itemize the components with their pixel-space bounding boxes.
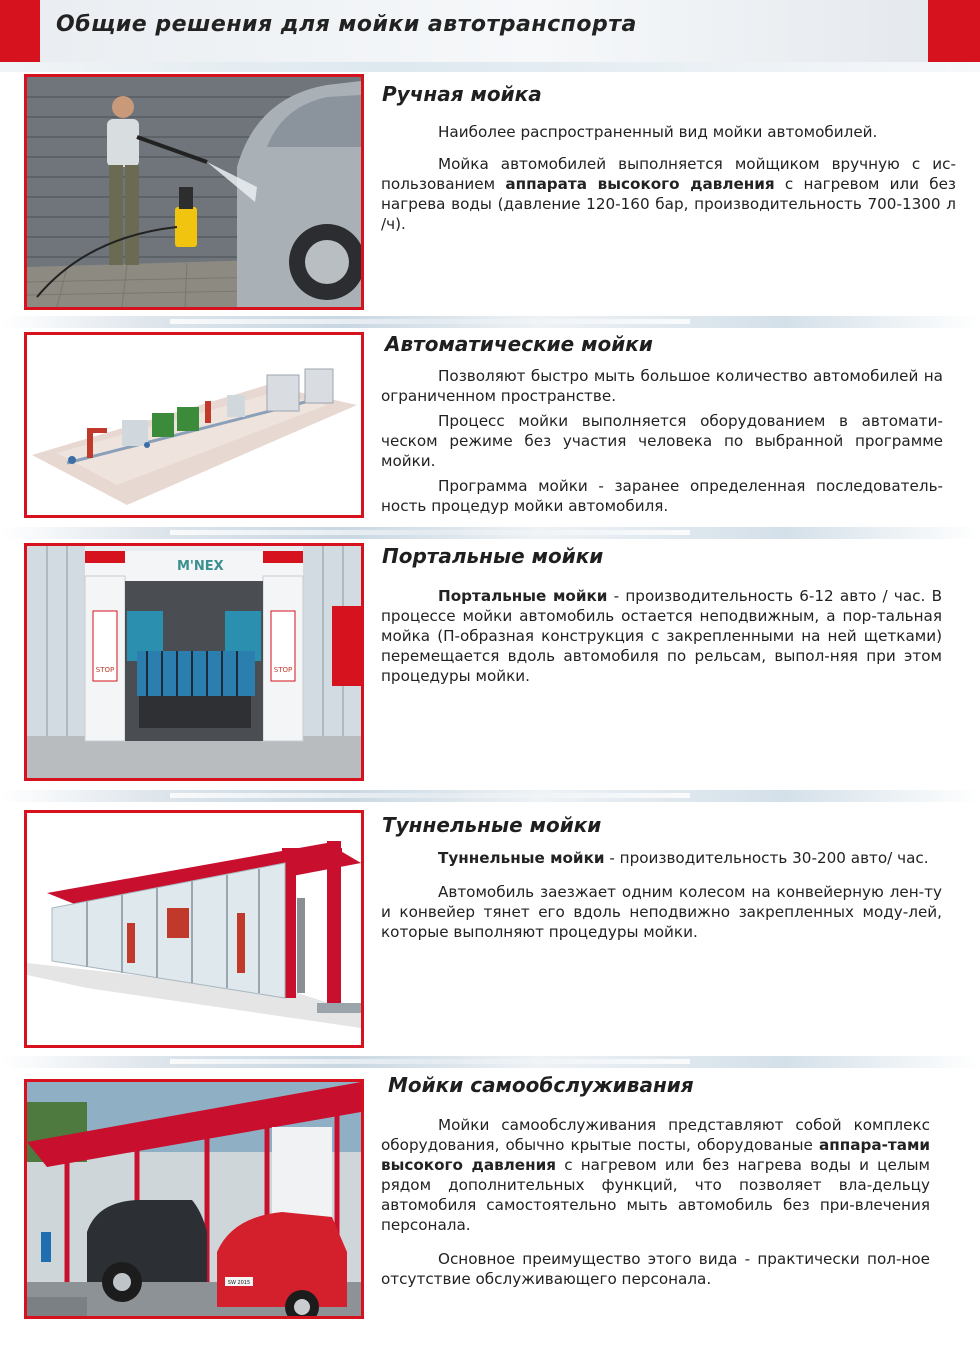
portal-stop-right: STOP <box>273 666 293 674</box>
text-run: с нагревом или без нагрева воды (давление 120-160 бар, производительность 700-1300 л /ч). <box>381 175 957 233</box>
paragraph <box>381 1115 930 1235</box>
paragraph <box>381 154 956 234</box>
paragraph <box>381 848 942 868</box>
paragraph <box>381 476 943 516</box>
text-run: Процесс мойки выполняется оборудованием в автомати-ческом режиме без участия человека по выбранной программе мойки. <box>381 412 943 470</box>
text-run: Программа мойки - заранее определенная последователь-ность процедур мойки автомобиля. <box>381 477 943 515</box>
section-title-manual: Ручная мойка <box>382 82 542 106</box>
paragraph <box>381 411 943 471</box>
portal-brand-label: M'NEX <box>177 559 224 574</box>
paragraph <box>381 882 942 942</box>
tunnel-wash-illustration <box>24 810 364 1048</box>
header-accent-left <box>0 0 40 62</box>
bold-term: аппарата высокого давления <box>505 175 775 193</box>
section-title-tunnel: Туннельные мойки <box>382 813 602 837</box>
text-run: - производительность 6-12 авто / час. В процессе мойки автомобиль остается неподвижным, а пор-тальная мойка (П-образная конструкция с закрепленными на ней щетками) перемещается вдоль автомобиля по рельсам, выпол-няя при этом процедуры мойки. <box>381 587 942 685</box>
paragraph <box>381 122 956 142</box>
header-band <box>0 62 980 72</box>
paragraph <box>381 366 943 406</box>
automatic-wash-illustration <box>24 332 364 518</box>
bold-term: Портальные мойки <box>438 587 608 605</box>
section-text-self-service <box>381 1115 930 1289</box>
paragraph <box>381 586 942 686</box>
self-service-wash-photo <box>24 1079 364 1319</box>
section-text-manual <box>381 122 956 234</box>
text-run: Мойка автомобилей выполняется мойщиком вручную с ис-пользованием <box>381 155 956 193</box>
section-divider <box>0 790 980 802</box>
bold-term: Туннельные мойки <box>438 849 605 867</box>
section-divider <box>0 316 980 328</box>
portal-stop-left: STOP <box>95 666 115 674</box>
text-run: Основное преимущество этого вида - практически пол-ное отсутствие обслуживающего персонала. <box>381 1250 930 1288</box>
header-accent-right <box>928 0 980 62</box>
section-title-automatic: Автоматические мойки <box>385 332 653 356</box>
page-header <box>0 0 980 62</box>
license-plate: SW 2015 <box>227 1280 251 1286</box>
text-run: - производительность 30-200 авто/ час. <box>604 849 929 867</box>
text-run: с нагревом или без нагрева воды и целым рядом дополнительных функций, что позволяет вла-дельцу автомобиля самостоятельно мыть автомобиль без при-влечения персонала. <box>381 1156 930 1234</box>
text-run: Мойки самообслуживания представляют собой комплекс оборудования, обычно крытые посты, оборудованые <box>381 1116 930 1154</box>
section-text-tunnel <box>381 848 942 942</box>
section-title-self-service: Мойки самообслуживания <box>388 1073 694 1097</box>
section-text-portal <box>381 586 942 686</box>
bold-term: аппара-тами высокого давления <box>381 1136 930 1174</box>
text-run: Наиболее распространенный вид мойки автомобилей. <box>438 123 878 141</box>
text-run: Автомобиль заезжает одним колесом на конвейерную лен-ту и конвейер тянет его вдоль неподвижно закрепленных моду-лей, которые выполняют процедуры мойки. <box>381 883 942 941</box>
section-divider <box>0 1056 980 1068</box>
portal-wash-photo <box>24 543 364 781</box>
section-divider <box>0 527 980 539</box>
section-text-automatic <box>381 366 943 516</box>
text-run: Позволяют быстро мыть большое количество автомобилей на ограниченном пространстве. <box>381 367 943 405</box>
paragraph <box>381 1249 930 1289</box>
page-title: Общие решения для мойки автотранспорта <box>56 12 637 37</box>
section-title-portal: Портальные мойки <box>382 544 604 568</box>
manual-wash-photo <box>24 74 364 310</box>
